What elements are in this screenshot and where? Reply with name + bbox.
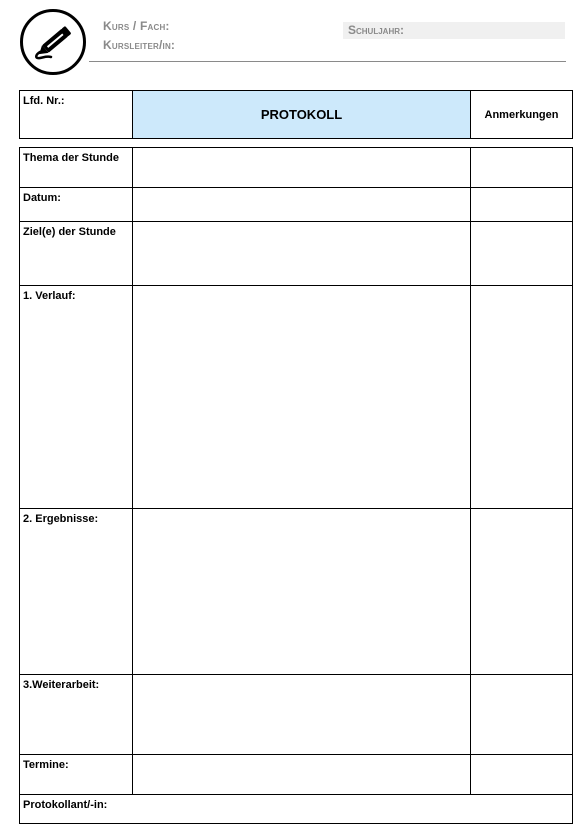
termine-label: Termine: bbox=[20, 755, 133, 795]
ziel-field[interactable] bbox=[133, 222, 471, 286]
thema-field[interactable] bbox=[133, 148, 471, 188]
datum-note-field[interactable] bbox=[471, 188, 573, 222]
kursleiter-label: Kursleiter/in: bbox=[103, 38, 176, 52]
protokoll-title: PROTOKOLL bbox=[133, 91, 471, 139]
ergebnisse-label: 2. Ergebnisse: bbox=[20, 509, 133, 675]
table-row bbox=[20, 286, 573, 509]
title-table bbox=[19, 90, 573, 139]
termine-field[interactable] bbox=[133, 755, 471, 795]
logo-pen-icon bbox=[20, 9, 86, 75]
weiterarbeit-label: 3.Weiterarbeit: bbox=[20, 675, 133, 755]
schuljahr-label: Schuljahr: bbox=[348, 23, 404, 37]
table-row bbox=[20, 755, 573, 795]
protokollant-field[interactable] bbox=[20, 795, 573, 824]
datum-field[interactable] bbox=[133, 188, 471, 222]
datum-label: Datum: bbox=[20, 188, 133, 222]
protocol-table bbox=[19, 147, 573, 824]
pen-writing-icon bbox=[23, 12, 83, 72]
weiterarbeit-note-field[interactable] bbox=[471, 675, 573, 755]
table-row bbox=[20, 148, 573, 188]
table-row bbox=[20, 509, 573, 675]
verlauf-note-field[interactable] bbox=[471, 286, 573, 509]
protokollant-label: Protokollant/-in: bbox=[23, 799, 108, 811]
lfd-nr-label: Lfd. Nr.: bbox=[23, 95, 65, 107]
table-row bbox=[20, 675, 573, 755]
table-row bbox=[20, 222, 573, 286]
table-row bbox=[20, 795, 573, 824]
weiterarbeit-field[interactable] bbox=[133, 675, 471, 755]
lfd-nr-cell[interactable] bbox=[20, 91, 133, 139]
verlauf-field[interactable] bbox=[133, 286, 471, 509]
header-divider bbox=[89, 61, 566, 62]
verlauf-label: 1. Verlauf: bbox=[20, 286, 133, 509]
thema-note-field[interactable] bbox=[471, 148, 573, 188]
schuljahr-field[interactable] bbox=[343, 22, 565, 39]
ziel-label: Ziel(e) der Stunde bbox=[20, 222, 133, 286]
ergebnisse-note-field[interactable] bbox=[471, 509, 573, 675]
ziel-note-field[interactable] bbox=[471, 222, 573, 286]
table-row bbox=[20, 188, 573, 222]
kurs-fach-label: Kurs / Fach: bbox=[103, 19, 170, 33]
anmerkungen-header: Anmerkungen bbox=[471, 91, 573, 139]
thema-label: Thema der Stunde bbox=[20, 148, 133, 188]
termine-note-field[interactable] bbox=[471, 755, 573, 795]
ergebnisse-field[interactable] bbox=[133, 509, 471, 675]
